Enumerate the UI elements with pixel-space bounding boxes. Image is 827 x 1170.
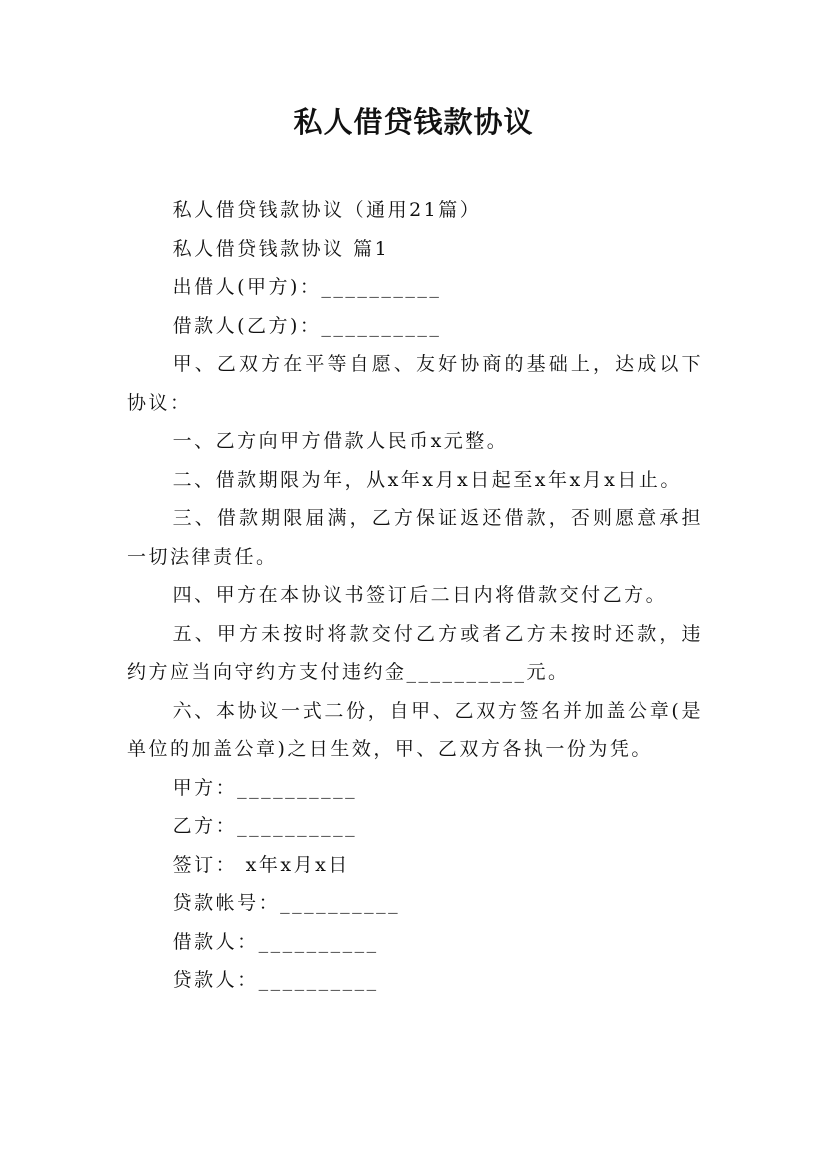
signature-party-a: 甲方：__________ — [172, 776, 358, 799]
document-body — [127, 191, 703, 1000]
document-title: 私人借贷钱款协议 — [293, 105, 534, 139]
paragraph-section-title: 私人借贷钱款协议 篇1 — [172, 237, 390, 260]
paragraph-clause-2: 二、借款期限为年，从x年x月x日起至x年x月x日止。 — [172, 468, 682, 491]
paragraph-clause-4: 四、甲方在本协议书签订后二日内将借款交付乙方。 — [172, 584, 668, 606]
signing-date: 签订： x年x月x日 — [172, 853, 350, 876]
paragraph-clause-1: 一、乙方向甲方借款人民币x元整。 — [172, 430, 509, 452]
paragraph-lender: 出借人(甲方)：__________ — [172, 276, 442, 298]
paragraph-clause-6: 六、本协议一式二份，自甲、乙双方签名并加盖公章(是单位的加盖公章)之日生效，甲、乙双方各执一份为凭。 — [127, 699, 703, 760]
paragraph-clause-3: 三、借款期限届满，乙方保证返还借款，否则愿意承担一切法律责任。 — [127, 507, 703, 568]
paragraph-clause-5: 五、甲方未按时将款交付乙方或者乙方未按时还款，违约方应当向守约方支付违约金__________元。 — [127, 622, 703, 683]
signature-lender: 贷款人：__________ — [172, 969, 379, 991]
signature-borrower: 借款人：__________ — [172, 930, 379, 953]
paragraph-borrower: 借款人(乙方)：__________ — [172, 314, 442, 337]
paragraph-heading: 私人借贷钱款协议（通用21篇） — [172, 199, 482, 221]
signature-party-b: 乙方：__________ — [172, 815, 358, 837]
loan-account: 贷款帐号：__________ — [172, 892, 401, 914]
paragraph-preamble: 甲、乙双方在平等自愿、友好协商的基础上，达成以下协议： — [127, 353, 703, 414]
